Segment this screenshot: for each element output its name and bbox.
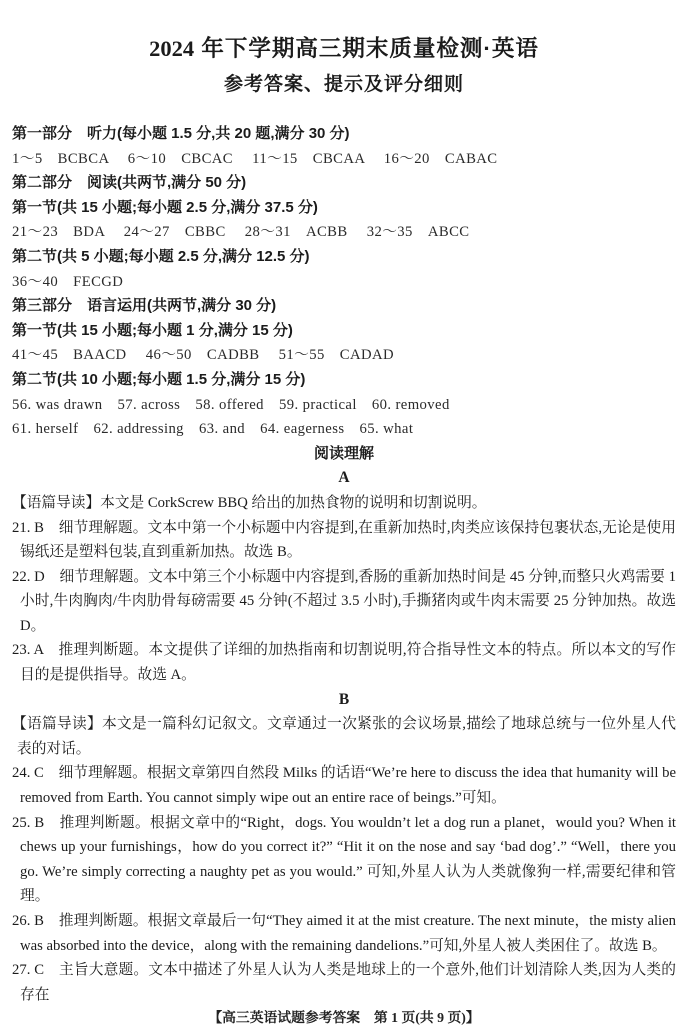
exam-title [12, 34, 676, 64]
answer-explanation-21: 21. B 细节理解题。文本中第一个小标题中内容提到,在重新加热时,肉类应该保持包裹状态,无论是使用锡纸还是塑料包装,直到重新加热。故选 B。 [12, 519, 676, 561]
cloze-answers-row: 41～45 BAACD 46～50 CADBB 51～55 CADAD [12, 347, 395, 364]
listening-answers-row: 1～5 BCBCA 6～10 CBCAC 11～15 CBCAA 16～20 CABAC [12, 150, 498, 167]
exam-title-text: 年下学期高三期末质量检测·英语 [194, 36, 539, 61]
exam-title-year: 2024 [149, 36, 195, 61]
answer-explanation-22: 22. D 细节理解题。文本中第三个小标题中内容提到,香肠的重新加热时间是 45 分钟,而整只火鸡需要 1 小时,牛肉胸肉/牛肉肋骨每磅需要 45 分钟(不超过 3.5 小时),手撕猪肉或牛肉末需要 25 分钟加热。故选 D。 [12, 568, 676, 634]
answer-explanation-26: 26. B 推理判断题。根据文章最后一句“They aimed it at the mist creature. The next minute，the misty alien was absorbed into the device，along with the remaining dandelions.”可知,外星人被人类困住了。故选 B。 [12, 913, 676, 954]
reading-comprehension-heading: 阅读理解 [313, 444, 374, 462]
part2-section1-header: 第一节(共 15 小题;每小题 2.5 分,满分 37.5 分) [12, 198, 318, 216]
passage-a-guide: 【语篇导读】本文是 CorkScrew BBQ 给出的加热食物的说明和切割说明。 [12, 494, 487, 511]
page-footer: 【高三英语试题参考答案 第 1 页(共 9 页)】 [208, 1010, 480, 1026]
passage-b-label: B [338, 690, 350, 708]
answers-subtitle: 参考答案、提示及评分细则 [223, 74, 464, 95]
part2-reading-header: 第二部分 阅读(共两节,满分 50 分) [12, 174, 247, 192]
reading-mc-answers-row: 21～23 BDA 24～27 CBBC 28～31 ACBB 32～35 ABCC [12, 224, 470, 241]
grammar-answers-row-1: 56. was drawn 57. across 58. offered 59. practical 60. removed [12, 396, 450, 413]
answer-key-content [12, 122, 676, 1007]
passage-b-guide: 【语篇导读】本文是一篇科幻记叙文。文章通过一次紧张的会议场景,描绘了地球总统与一位外星人代表的对话。 [12, 716, 676, 757]
answer-explanation-25: 25. B 推理判断题。根据文章中的“Right，dogs. You wouldn’t let a dog run a planet，would you? When it chews up your furnishings，how do you correct it?” “Hit it on the nose and say ‘bad dog’.” “Well，there you go. We’re simply correcting a naughty pet as you would.” 可知,外星人认为人类就像狗一样,需要纪律和管理。 [12, 814, 676, 905]
grammar-answers-row-2: 61. herself 62. addressing 63. and 64. eagerness 65. what [12, 421, 414, 438]
passage-a-label: A [338, 469, 350, 487]
part3-section1-header: 第一节(共 15 小题;每小题 1 分,满分 15 分) [12, 321, 293, 339]
answer-explanation-23: 23. A 推理判断题。本文提供了详细的加热指南和切割说明,符合指导性文本的特点。所以本文的写作目的是提供指导。故选 A。 [12, 642, 676, 684]
seven-select-answers-row: 36～40 FECGD [12, 273, 124, 290]
part3-section2-header: 第二节(共 10 小题;每小题 1.5 分,满分 15 分) [12, 370, 306, 388]
answer-explanation-27: 27. C 主旨大意题。文本中描述了外星人认为人类是地球上的一个意外,他们计划清除人类,因为人类的存在 [12, 962, 676, 1003]
answer-explanation-24: 24. C 细节理解题。根据文章第四自然段 Milks 的话语“We’re here to discuss the idea that humanity will be removed from Earth. You cannot simply wipe out an entire race of beings.”可知。 [12, 765, 676, 807]
part3-language-header: 第三部分 语言运用(共两节,满分 30 分) [12, 297, 277, 315]
part1-listening-header: 第一部分 听力(每小题 1.5 分,共 20 题,满分 30 分) [12, 125, 350, 142]
part2-section2-header: 第二节(共 5 小题;每小题 2.5 分,满分 12.5 分) [12, 247, 310, 265]
